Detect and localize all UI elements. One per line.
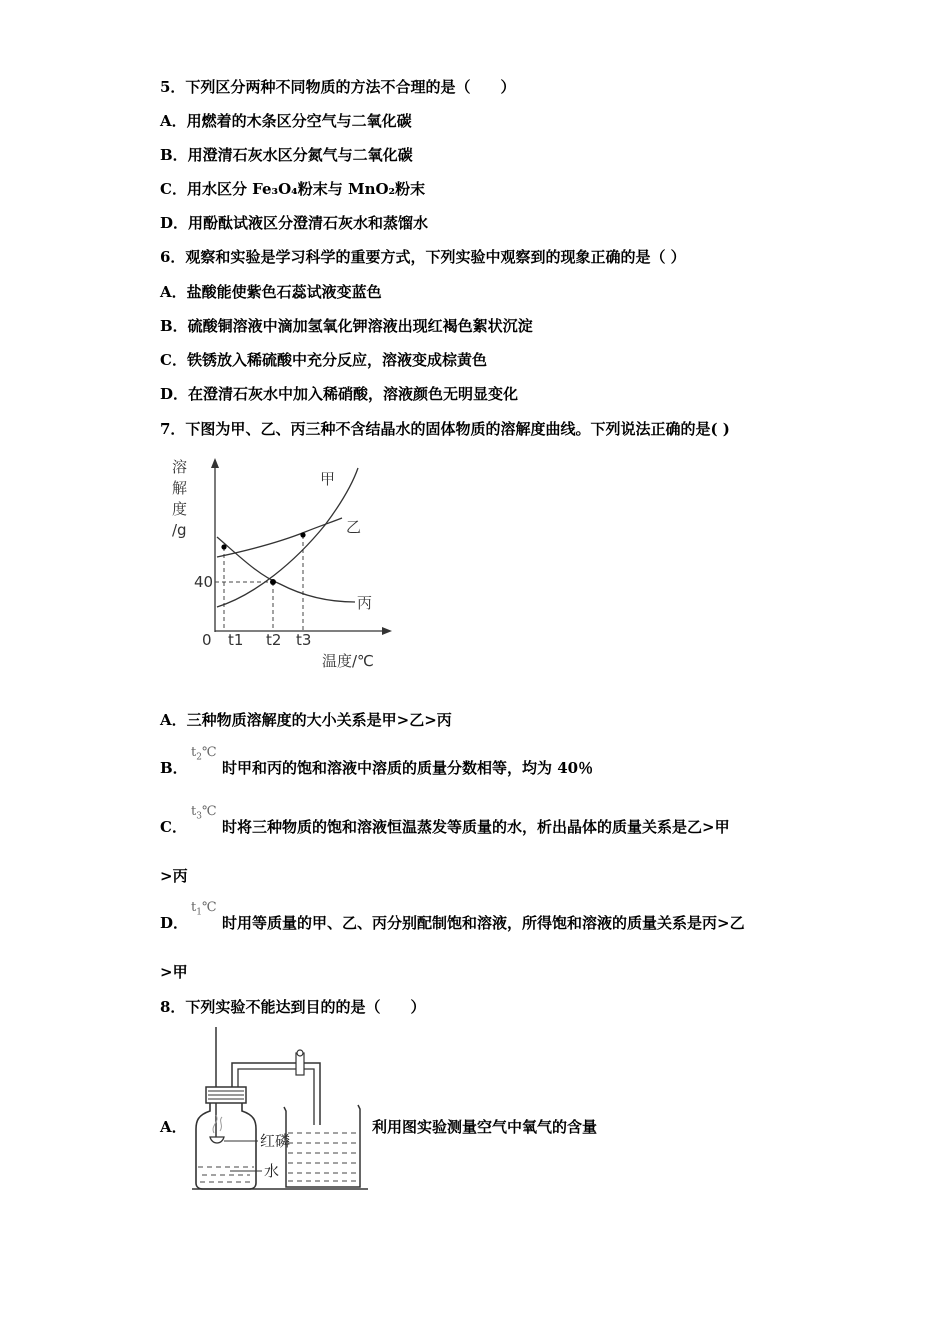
q7-option-c-letter: C．: [160, 818, 187, 836]
point-t1: [221, 544, 226, 549]
q7-option-c-text: 时将三种物质的饱和溶液恒温蒸发等质量的水，析出晶体的质量关系是乙>甲: [222, 818, 730, 836]
q5-option-d: D．用酚酞试液区分澄清石灰水和蒸馏水: [160, 214, 429, 232]
curve-bing: [217, 537, 355, 602]
q5-option-c: C．用水区分 Fe₃O₄粉末与 MnO₂粉末: [160, 180, 426, 198]
q5-stem: 5．下列区分两种不同物质的方法不合理的是（ ）: [160, 78, 516, 96]
point-t2: [270, 579, 276, 585]
graph-x-arrow: [382, 627, 392, 635]
q7-stem: 7．下图为甲、乙、丙三种不含结晶水的固体物质的溶解度曲线。下列说法正确的是( ): [160, 420, 730, 438]
q7-option-c-temp: $t_3℃$: [191, 804, 217, 822]
q6-option-b: B．硫酸铜溶液中滴加氢氧化钾溶液出现红褐色絮状沉淀: [160, 317, 533, 335]
graph-xtick-t3: t3: [296, 631, 312, 649]
combustion-spoon: [210, 1137, 224, 1143]
graph-xtick-t2: t2: [266, 631, 282, 649]
label-water: 水: [264, 1162, 280, 1180]
q7-option-d-continued: >甲: [160, 963, 188, 981]
q7-option-d-letter: D．: [160, 914, 189, 932]
curve-label-yi: 乙: [346, 518, 362, 536]
curve-label-jia: 甲: [320, 470, 336, 488]
q7-option-d-temp: $t_1℃$: [191, 900, 217, 918]
q7-option-b-text: 时甲和丙的饱和溶液中溶质的质量分数相等，均为 40％: [222, 759, 594, 777]
graph-ytick-40: 40: [194, 573, 214, 591]
q7-option-a: A．三种物质溶解度的大小关系是甲>乙>丙: [160, 711, 452, 729]
q7-option-b-letter: B．: [160, 759, 188, 777]
q8-option-a-text: 利用图实验测量空气中氧气的含量: [372, 1118, 598, 1136]
solubility-graph: [160, 450, 400, 680]
graph-origin: 0: [202, 631, 212, 649]
q6-option-a: A．盐酸能使紫色石蕊试液变蓝色: [160, 283, 382, 301]
q8-stem: 8．下列实验不能达到目的的是（ ）: [160, 998, 426, 1016]
beaker: [284, 1105, 360, 1187]
oxygen-experiment-apparatus: [190, 1025, 370, 1193]
q8-option-a-letter: A．: [160, 1118, 187, 1136]
gas-jar: [196, 1103, 256, 1189]
q5-option-a: A．用燃着的木条区分空气与二氧化碳: [160, 112, 412, 130]
curve-jia: [217, 468, 358, 607]
graph-y-arrow: [211, 458, 219, 468]
curve-label-bing: 丙: [357, 594, 373, 612]
q7-option-d-text: 时用等质量的甲、乙、丙分别配制饱和溶液，所得饱和溶液的质量关系是丙>乙: [222, 914, 745, 932]
q6-stem: 6．观察和实验是学习科学的重要方式，下列实验中观察到的现象正确的是（ ）: [160, 248, 686, 266]
q5-option-b: B．用澄清石灰水区分氮气与二氧化碳: [160, 146, 413, 164]
graph-ylabel-1: 溶: [172, 458, 188, 476]
graph-ylabel-3: 度: [172, 500, 188, 518]
point-t3: [300, 532, 305, 537]
curve-yi: [217, 518, 342, 557]
graph-xtick-t1: t1: [228, 631, 244, 649]
q6-option-d: D．在澄清石灰水中加入稀硝酸，溶液颜色无明显变化: [160, 385, 519, 403]
graph-ylabel-2: 解: [172, 479, 188, 497]
graph-ylabel-4: /g: [172, 521, 187, 539]
q6-option-c: C．铁锈放入稀硫酸中充分反应，溶液变成棕黄色: [160, 351, 487, 369]
q7-option-c-continued: >丙: [160, 867, 188, 885]
label-red-phosphorus: 红磷: [260, 1132, 291, 1150]
graph-xlabel: 温度/℃: [322, 652, 374, 670]
q7-option-b-temp: $t_2℃$: [191, 745, 217, 763]
